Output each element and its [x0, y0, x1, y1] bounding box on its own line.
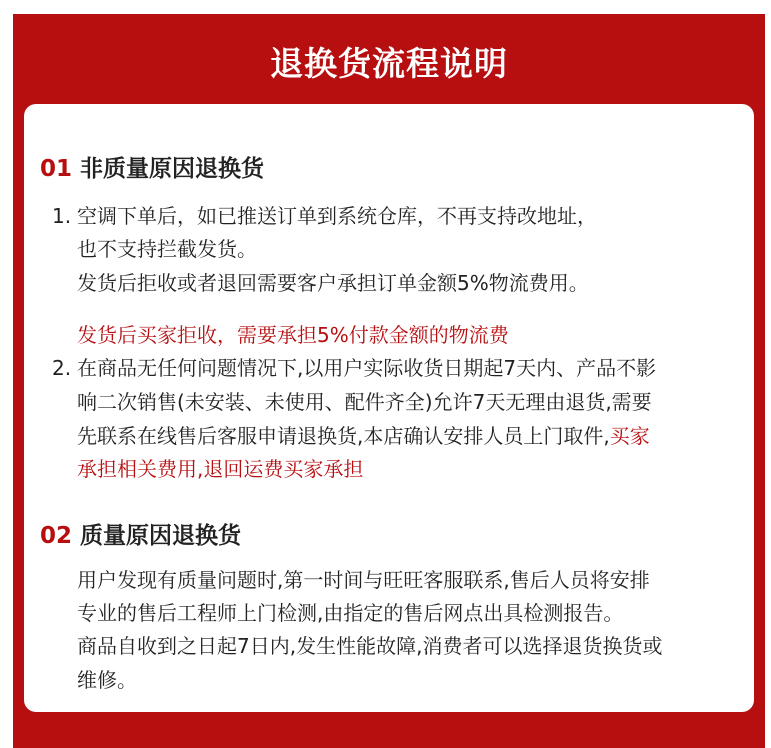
- section-1-title: 非质量原因退换货: [80, 156, 265, 182]
- item-1-line-2: 也不支持拦截发货。: [77, 237, 257, 261]
- item-2-line-4: 承担相关费用,退回运费买家承担: [77, 457, 364, 481]
- content-card: [24, 104, 754, 712]
- item-1-marker: 1.: [52, 204, 72, 228]
- item-2-line-1: 在商品无任何问题情况下,以用户实际收货日期起7天内、产品不影: [77, 356, 657, 380]
- item-2-line-2: 响二次销售(未安装、未使用、配件齐全)允许7天无理由退货,需要: [77, 390, 652, 414]
- section-2-title: 质量原因退换货: [80, 523, 242, 549]
- item-2-line-3-highlight: 买家: [609, 424, 650, 448]
- page-frame: [13, 14, 765, 748]
- item-2-marker: 2.: [52, 356, 72, 380]
- section-2-number: 02: [40, 523, 73, 549]
- section-2-heading: [40, 521, 241, 551]
- return-fee-notice: 发货后买家拒收，需要承担5%付款金额的物流费: [77, 323, 509, 347]
- section-1-number: 01: [40, 156, 73, 182]
- section-2-line-1: 用户发现有质量问题时,第一时间与旺旺客服联系,售后人员将安排: [77, 568, 650, 592]
- item-2-line-3: [77, 421, 650, 451]
- item-2-line-3-text: 先联系在线售后客服申请退换货,本店确认安排人员上门取件,: [77, 424, 610, 448]
- item-1-line-1: 空调下单后，如已推送订单到系统仓库，不再支持改地址，: [77, 204, 597, 228]
- section-2-line-4: 维修。: [77, 668, 137, 692]
- section-2-line-3: 商品自收到之日起7日内,发生性能故障,消费者可以选择退货换货或: [77, 634, 663, 658]
- page-title: 退换货流程说明: [270, 44, 508, 83]
- section-2-line-2: 专业的售后工程师上门检测,由指定的售后网点出具检测报告。: [77, 601, 624, 625]
- item-1-line-3: 发货后拒收或者退回需要客户承担订单金额5%物流费用。: [77, 271, 589, 295]
- section-1-heading: [40, 154, 264, 184]
